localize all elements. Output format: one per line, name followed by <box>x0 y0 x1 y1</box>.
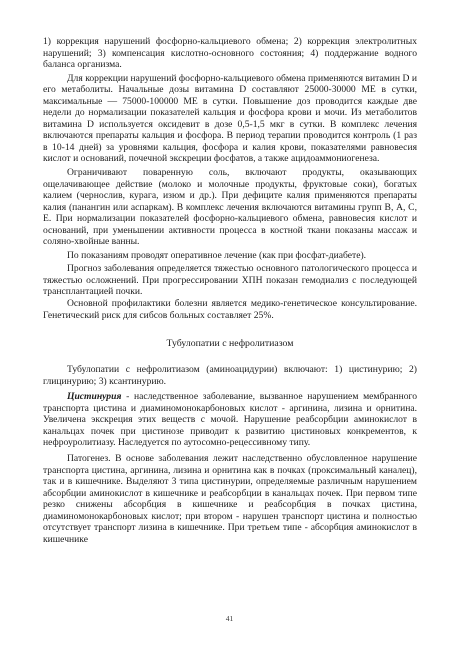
paragraph-pathogenesis: Патогенез. В основе заболевания лежит наследственно обусловленное нарушение транспорта цистина, аргинина, лизина и орнитина как в почках (проксимальный каналец), так и в кишечнике. Выделяют 3 типа цистинурии, определяемые различным нарушением абсорбции аминокислот в кишечнике и реабсорбции в канальцах почек. При первом типе резко снижены абсорбция в кишечнике и реабсорбция в почках цистина, диаминомонокарбоновых кислот; при втором - нарушен транспорт цистина и полностью отсутствует транспорт лизина в кишечнике. При третьем типе - абсорбция аминокислот в кишечнике <box>43 452 417 545</box>
paragraph-prognosis: Прогноз заболевания определяется тяжестью основного патологического процесса и тяжестью осложнений. При прогрессировании ХПН показан гемодиализ с последующей трансплантацией почки. <box>43 263 417 298</box>
paragraph-vitamin-d-therapy: Для коррекции нарушений фосфорно-кальциевого обмена применяются витамин D и его метаболиты. Начальные дозы витамина D составляют 25000-30000 МЕ в сутки, максимальные — 75000-100000 МЕ в сутки. Повышение доз проводится каждые две недели до нормализации показателей кальция и фосфора крови и мочи. Из метаболитов витамина D используется оксидевит в дозе 0,5-1,5 мкг в сутки. В комплекс лечения включаются препараты кальция и фосфора. В период терапии проводится контроль (1 раз в 10-14 дней) за уровнями кальция, фосфора и калия крови, показателями равновесия кислот и оснований, почечной экскреции фосфатов, а также ацидоаммониогенеза. <box>43 72 417 165</box>
paragraph-surgical-treatment: По показаниям проводят оперативное лечение (как при фосфат-диабете). <box>67 249 367 261</box>
page-number: 41 <box>225 614 234 623</box>
paragraph-tubulopathy-types: Тубулопатии с нефролитиазом (аминоацидурии) включают: 1) цистинурию; 2) глицинурию; 3) ксантинурию. <box>43 364 417 387</box>
paragraph-diet-and-potassium: Ограничивают поваренную соль, включают продукты, оказывающих ощелачивающее действие (молоко и молочные продукты, фруктовые соки), богатых калием (чернослив, курага, изюм и др.). При дефиците калия применяются препараты калия (панангин или аспаркам). В комплекс лечения включаются витамины групп В, А, С, Е. При нормализации показателей фосфорно-кальциевого обмена, равновесия кислот и оснований, при уменьшении активности процесса в костной ткани показаны массаж и соляно-хвойные ванны. <box>43 167 417 248</box>
cystinuria-definition-text: - наследственное заболевание, вызванное нарушением мембранного транспорта цистина и диаминомонокарбоновых кислот - аргинина, лизина и орнитина. Увеличена экскреция этих веществ с мочой. Нарушение реабсорбции аминокислот в канальцах почек при цистинозе приводит к развитию цистиновых конкрементов, к нефроуролитиазу. Наследуется по аутосомно-рецессивному типу. <box>43 391 417 449</box>
paragraph-treatment-goals: 1) коррекция нарушений фосфорно-кальциевого обмена; 2) коррекция электролитных нарушений; 3) компенсация кислотно-основного состояния; 4) поддержание водного баланса организма. <box>43 36 417 71</box>
paragraph-cystinuria-definition <box>43 391 417 449</box>
paragraph-prevention: Основной профилактики болезни является медико-генетическое консультирование. Генетический риск для сибсов больных составляет 25%. <box>43 298 417 321</box>
term-cystinuria: Цистинурия <box>67 391 122 403</box>
section-heading: Тубулопатии с нефролитиазом <box>166 338 294 350</box>
